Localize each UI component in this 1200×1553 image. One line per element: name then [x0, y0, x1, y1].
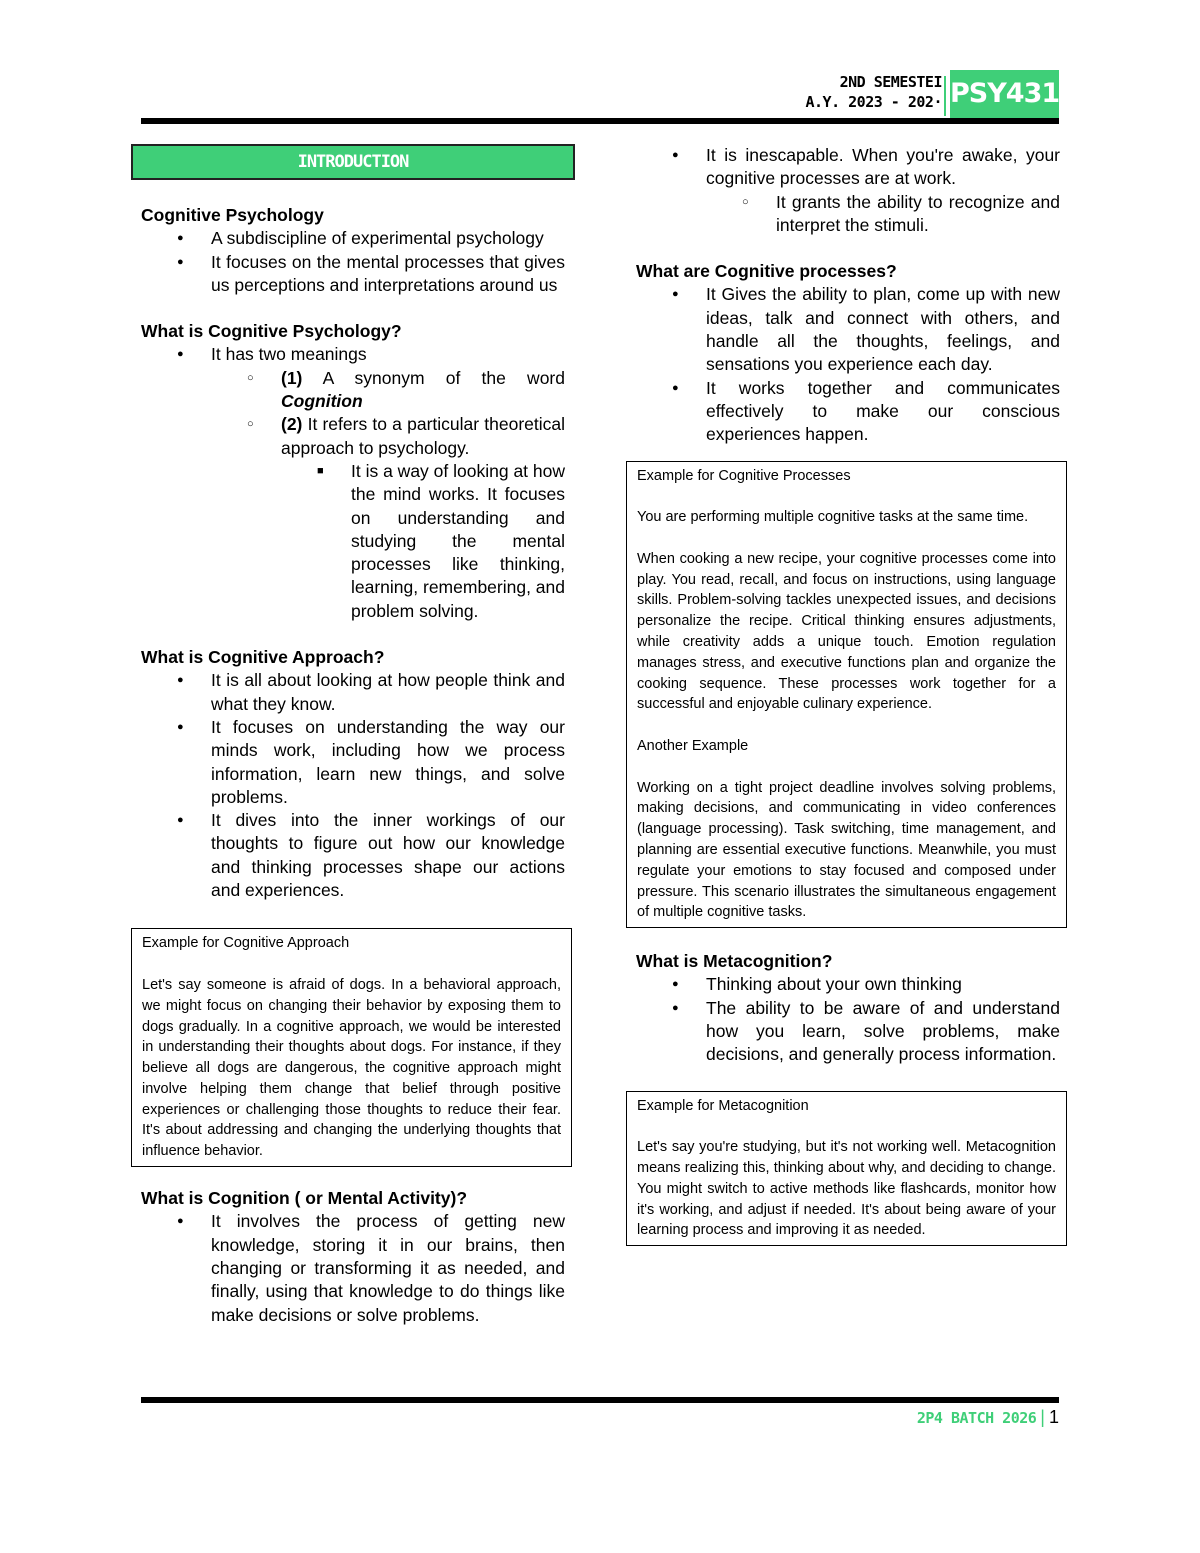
list-item: ■ It is a way of looking at how the mind works. It focuses on understanding and studying the mental processes like thinking, learning, remembering, and problem solving.: [281, 460, 565, 623]
example-title: Example for Metacognition: [637, 1097, 809, 1114]
list-item-meaning-1: ○ (1) A synonym of the word Cognition: [211, 367, 565, 414]
section-heading-what-is-cognitive-psychology: What is Cognitive Psychology?: [141, 321, 402, 342]
list-item: ● A subdiscipline of experimental psychology: [141, 227, 565, 250]
section-heading-metacognition: What is Metacognition?: [636, 951, 833, 972]
example-paragraph: Working on a tight project deadline involves solving problems, making decisions, and communicating in video conferences (language processing). Task switching, time management, and planning are essential executive functions. Meanwhile, you must regulate your emotions to stay focused and composed under pressure. This scenario illustrates the simultaneous engagement of multiple cognitive tasks.: [637, 779, 1056, 921]
section-heading-what-is-cognition: What is Cognition ( or Mental Activity)?: [141, 1188, 468, 1209]
list-item: ● It is all about looking at how people think and what they know.: [141, 669, 565, 716]
right-column: [636, 144, 1060, 1246]
footer-rule: [141, 1397, 1059, 1403]
section-heading-cognitive-psychology: Cognitive Psychology: [141, 205, 324, 225]
section-heading-cognitive-processes: What are Cognitive processes?: [636, 261, 897, 282]
list-item: ● It works together and communicates effectively to make our conscious experiences happen.: [636, 377, 1060, 447]
section-heading-cognitive-approach: What is Cognitive Approach?: [141, 647, 385, 668]
cognitive-psychology-list: [141, 227, 565, 297]
example-box-cognitive-approach: [131, 928, 572, 1167]
course-code-badge: PSY4313: [950, 70, 1059, 118]
header-meta: [806, 72, 943, 112]
introduction-banner: INTRODUCTION: [131, 144, 575, 180]
cognition-list: [141, 1210, 565, 1326]
footer: [917, 1404, 1059, 1431]
example-paragraph: When cooking a new recipe, your cognitive processes come into play. You read, recall, and focus on instructions, using language skills. Problem-solving tackles unexpected issues, and decisions personalize the recipe. Critical thinking ensures adjustments, while creativity adds a unique touch. Emotion regulation manages stress, and executive functions plan and organize the cooking sequence. These processes work together for a successful and enjoyable culinary experience.: [637, 550, 1056, 713]
example-body: Let's say you're studying, but it's not working well. Metacognition means realizing this, thinking about why, and deciding to change. You might switch to active methods like flashcards, monitor how it's working, and adjust if needed. It's about being aware of your learning process and improving it as needed.: [637, 1139, 1056, 1239]
list-item: ● It focuses on understanding the way our minds work, including how we process information, learn new things, and solve problems.: [141, 716, 565, 809]
example-body: Let's say someone is afraid of dogs. In a behavioral approach, we might focus on changing their behavior by exposing them to dogs gradually. In a cognitive approach, we would be interested in understanding their thoughts about dogs. For instance, if they believe all dogs are dangerous, the cognitive approach might involve helping them change that belief through positive experiences or challenging those thoughts to reduce their fear. It's about addressing and changing the underlying thoughts that influence behavior.: [142, 976, 561, 1160]
meanings-sublist: [141, 367, 565, 623]
list-item: ● It focuses on the mental processes that gives us perceptions and interpretations around us: [141, 251, 565, 298]
header-separator: [944, 76, 946, 116]
list-item: ● Thinking about your own thinking: [636, 973, 1060, 996]
metacognition-list: [636, 973, 1060, 1066]
list-item: ● The ability to be aware of and understand how you learn, solve problems, make decisions, and generally process information.: [636, 997, 1060, 1067]
list-item: ● It dives into the inner workings of our thoughts to figure out how our knowledge and thinking processes shape our actions and experiences.: [141, 809, 565, 902]
list-item: ● It has two meanings ○ (1) A synonym of the word Cognition ○ (2) It refers to a particular theoretical approach to psychology. ■ It is a way of looking at how the mind works. It focuses on understanding and studying the mental processes like thinking, learning, remembering, and problem solving.: [141, 343, 565, 623]
list-item: ○ It grants the ability to recognize and interpret the stimuli.: [706, 191, 1060, 238]
header-rule: [141, 118, 1059, 124]
footer-separator: |: [1040, 1407, 1045, 1427]
cognitive-approach-list: [141, 669, 565, 902]
cognition-term: Cognition: [281, 391, 363, 412]
list-item: ● It Gives the ability to plan, come up with new ideas, talk and connect with others, and handle all the thoughts, feelings, and sensations you experience each day.: [636, 283, 1060, 376]
meanings-list: [141, 343, 565, 623]
inescapable-list: [636, 144, 1060, 237]
inescapable-sublist: [636, 191, 1060, 238]
meaning-detail-list: [211, 460, 565, 623]
example-box-cognitive-processes: [626, 461, 1067, 929]
cognitive-processes-list: [636, 283, 1060, 446]
list-item: ● It involves the process of getting new knowledge, storing it in our brains, then changing or transforming it as needed, and finally, using that knowledge to do things like make decisions or solve problems.: [141, 1210, 565, 1326]
list-item-meaning-2: ○ (2) It refers to a particular theoretical approach to psychology. ■ It is a way of looking at how the mind works. It focuses on understanding and studying the mental processes like thinking, learning, remembering, and problem solving.: [211, 413, 565, 623]
example-title: Example for Cognitive Processes: [637, 467, 851, 484]
example-paragraph: You are performing multiple cognitive tasks at the same time.: [637, 509, 1029, 526]
semester-label: 2ND SEMESTEI: [839, 73, 942, 91]
example-title: Example for Cognitive Approach: [142, 935, 350, 952]
batch-label: 2P4 BATCH 2026: [916, 1409, 1037, 1427]
left-column: [141, 144, 565, 1327]
example-box-metacognition: [626, 1091, 1067, 1247]
list-item: ● It is inescapable. When you're awake, your cognitive processes are at work. ○ It grants the ability to recognize and interpret the stimuli.: [636, 144, 1060, 237]
another-example-label: Another Example: [637, 737, 749, 754]
page-number: 1: [1048, 1407, 1059, 1427]
academic-year-label: A.Y. 2023 - 202·: [805, 93, 942, 111]
